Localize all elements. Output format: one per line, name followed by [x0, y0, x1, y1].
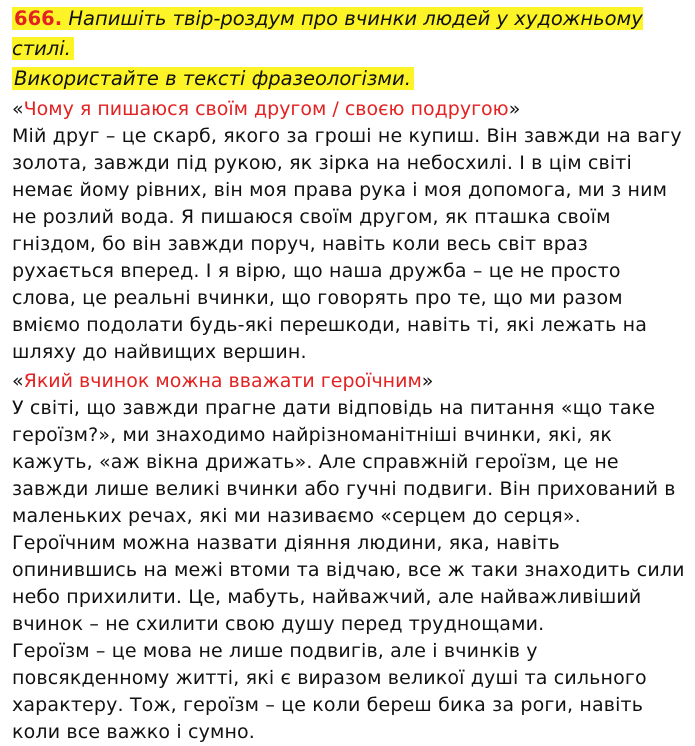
essay-1-open-quote: «	[12, 98, 24, 120]
task-number: 666.	[14, 7, 63, 30]
essay-2-paragraph-1: У світі, що завжди прагне дати відповідь на питання «що таке героїзм?», ми знаходимо найрізноманітніші вчинки, які, як кажуть, «аж вікна дрижать». Але справжній героїзм, це не завжди лише великі вчинки або гучні подвиги. Він прихований в маленьких речах, які ми називаємо «серцем до серця». Героїчним можна назвати діяння людини, яка, навіть опинившись на межі втоми та відчаю, все ж таки знаходить сили небо прихилити. Це, мабуть, найважчий, але найважливіший вчинок – не схилити свою душу перед труднощами.	[12, 397, 685, 635]
task-highlight-line2	[12, 67, 414, 90]
task-heading	[12, 4, 688, 94]
essay-1-paragraph-1: Мій друг – це скарб, якого за гроші не купиш. Він завжди на вагу золота, завжди під рукою, як зірка на небосхилі. І в цім світі немає йому рівних, він моя права рука і моя допомога, ми з ним не розлий вода. Я пишаюся своїм другом, як пташка своїм гніздом, бо він завжди поруч, навіть коли весь світ враз рухається вперед. І я вірю, що наша дружба – це не просто слова, це реальні вчинки, що говорять про те, що ми разом вміємо подолати будь-які перешкоди, навіть ті, які лежать на шляху до найвищих вершин.	[12, 125, 682, 363]
essay-2-paragraph-2: Героїзм – це мова не лише подвигів, але і вчинків у повсякденному житті, які є виразом великої душі та сильного характеру. Тож, героїзм – це коли береш бика за роги, навіть коли все важко і сумно.	[12, 640, 647, 743]
task-text-line2: Використайте в тексті фразеологізми.	[14, 67, 411, 90]
document-page	[12, 4, 688, 746]
essay-2-close-quote: »	[421, 370, 434, 392]
essay-2-open-quote: «	[12, 370, 24, 392]
essay-1-close-quote: »	[508, 98, 521, 120]
essay-1-title-text: Чому я пишаюся своїм другом / своєю подругою	[23, 98, 509, 120]
task-highlight-line1	[12, 7, 643, 60]
essay-1-title	[12, 96, 688, 123]
task-text-line1: Напишіть твір-роздум про вчинки людей у художньому стилі.	[12, 7, 643, 60]
essay-2-title	[12, 368, 688, 395]
essay-2-title-text: Який вчинок можна вважати героїчним	[23, 370, 422, 392]
